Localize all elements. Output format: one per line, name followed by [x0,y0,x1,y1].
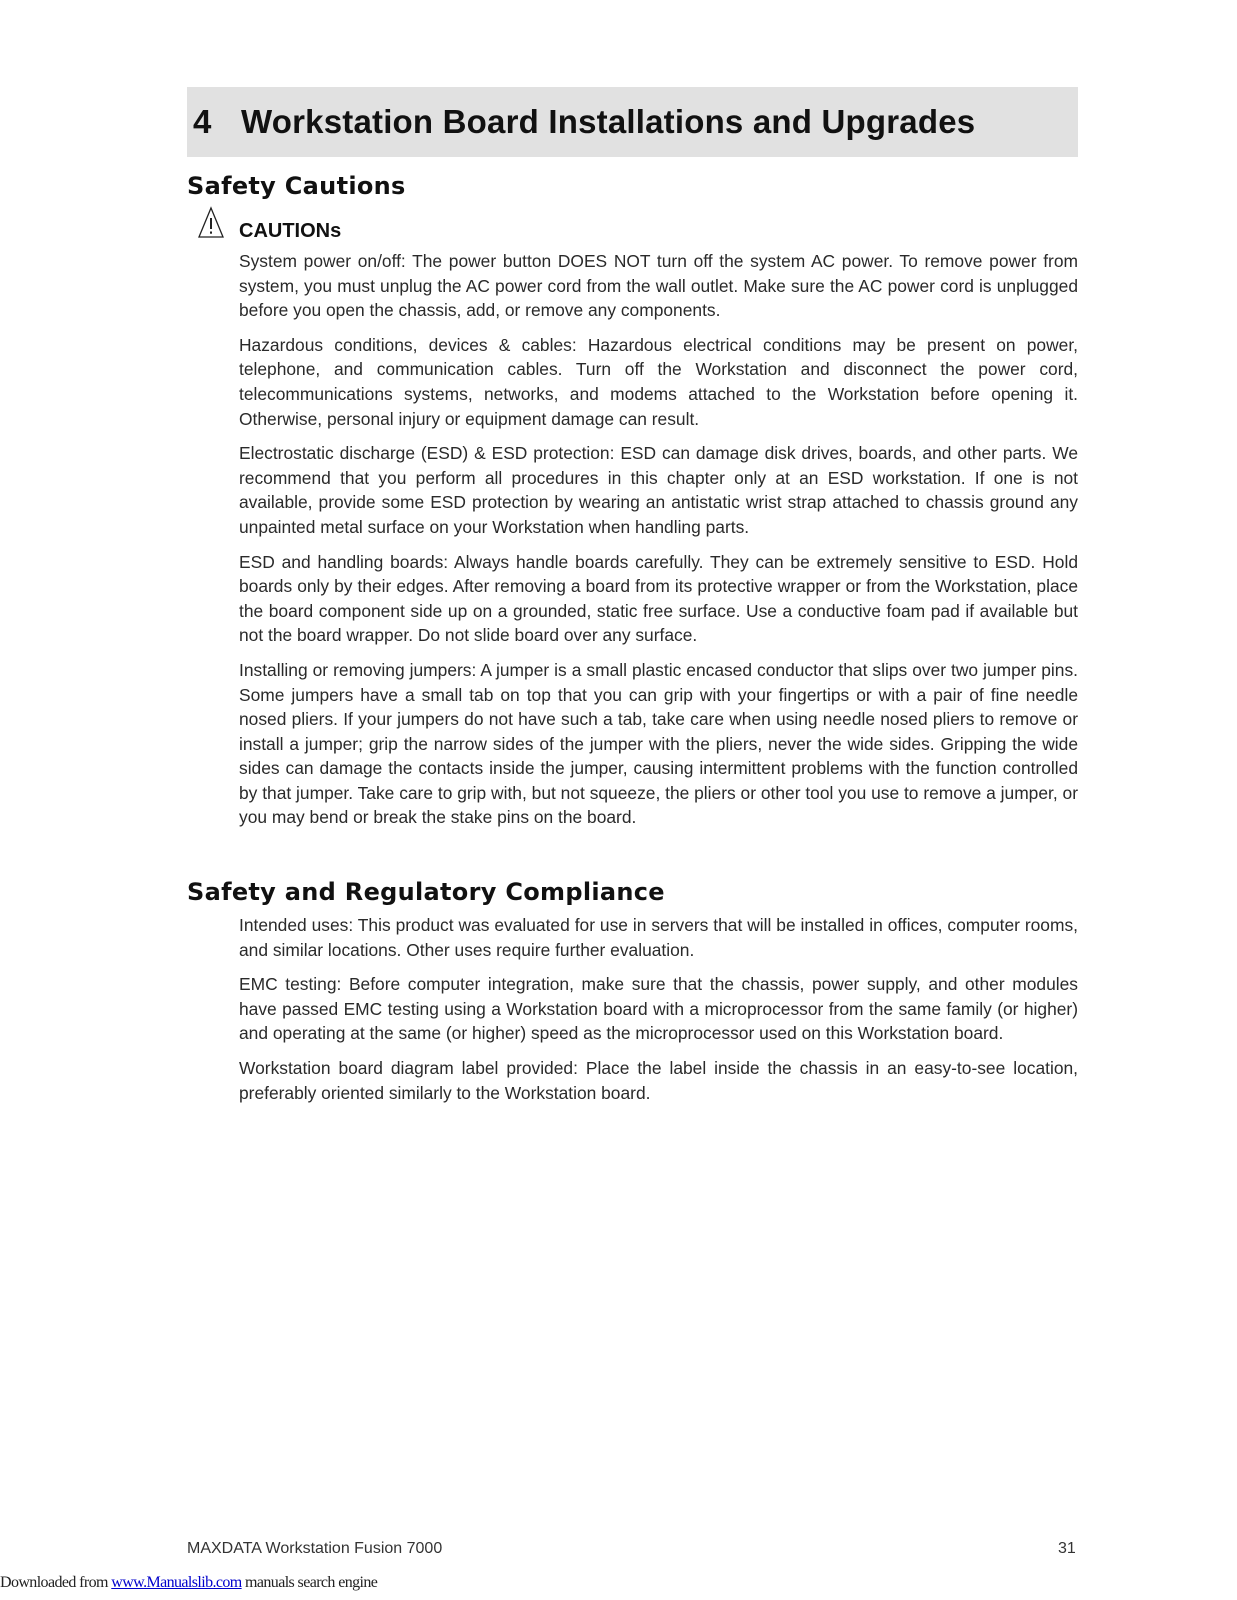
compliance-paragraph-intended-uses: Intended uses: This product was evaluated for use in servers that will be installed in offices, computer rooms, and similar locations. Other uses require further evaluation. [239,915,1078,960]
compliance-body [239,913,1078,1115]
caution-paragraph-esd: Electrostatic discharge (ESD) & ESD protection: ESD can damage disk drives, boards, and other parts. We recommend that you perform all procedures in this chapter only at an ESD workstation. If one is not available, provide some ESD protection by wearing an antistatic wrist strap attached to chassis ground any unpainted metal surface on your Workstation when handling parts. [239,443,1078,537]
cautions-body [239,249,1078,840]
compliance-paragraph-emc: EMC testing: Before computer integration, make sure that the chassis, power supply, and other modules have passed EMC testing using a Workstation board with a microprocessor from the same family (or higher) and operating at the same (or higher) speed as the microprocessor used on this Workstation board. [239,974,1078,1044]
chapter-header [187,87,1078,157]
manualslib-link[interactable]: www.Manualslib.com [111,1574,242,1591]
footer-product-name: MAXDATA Workstation Fusion 7000 [187,1540,443,1557]
compliance-paragraph-label: Workstation board diagram label provided: Place the label inside the chassis in an easy-to-see location, preferably oriented similarly to the Workstation board. [239,1057,1078,1103]
caution-paragraph-jumpers: Installing or removing jumpers: A jumper is a small plastic encased conductor that slips over two jumper pins. Some jumpers have a small tab on top that you can grip with your fingertips or with a pair of fine needle nosed pliers. If your jumpers do not have such a tab, take care when using needle nosed pliers to remove or install a jumper; grip the narrow sides of the jumper with the pliers, never the wide sides. Gripping the wide sides can damage the contacts inside the jumper, causing intermittent problems with the function controlled by that jumper. Take care to grip with, but not squeeze, the pliers or other tool you use to remove a jumper, or you may bend or break the stake pins on the board. [239,659,1078,828]
chapter-title-text: Workstation Board Installations and Upgrades [241,103,976,140]
download-prefix: Downloaded from [0,1574,112,1591]
caution-paragraph-power: System power on/off: The power button DOES NOT turn off the system AC power. To remove power from system, you must unplug the AC power cord from the wall outlet. Make sure the AC power cord is unplugged before you open the chassis, add, or remove any components. [239,251,1078,321]
section-heading-compliance: Safety and Regulatory Compliance [187,878,665,906]
page-number: 31 [1058,1540,1076,1557]
chapter-number: 4 [193,103,212,140]
chapter-title [193,103,975,141]
warning-triangle-icon [197,206,225,240]
caution-paragraph-handling: ESD and handling boards: Always handle boards carefully. They can be extremely sensitive to ESD. Hold boards only by their edges. After removing a board from its protective wrapper or from the Workstation, place the board component side up on a grounded, static free surface. Use a conductive foam pad if available but not the board wrapper. Do not slide board over any surface. [239,551,1078,646]
download-suffix: manuals search engine [241,1574,378,1591]
section-heading-safety-cautions: Safety Cautions [187,172,406,200]
download-notice [0,1574,377,1592]
caution-label: CAUTIONs [239,220,342,242]
caution-paragraph-hazardous: Hazardous conditions, devices & cables: Hazardous electrical conditions may be present on power, telephone, and communication cables. Turn off the Workstation and disconnect the power cord, telecommunications systems, networks, and modems attached to the Workstation before opening it. Otherwise, personal injury or equipment damage can result. [239,334,1078,429]
